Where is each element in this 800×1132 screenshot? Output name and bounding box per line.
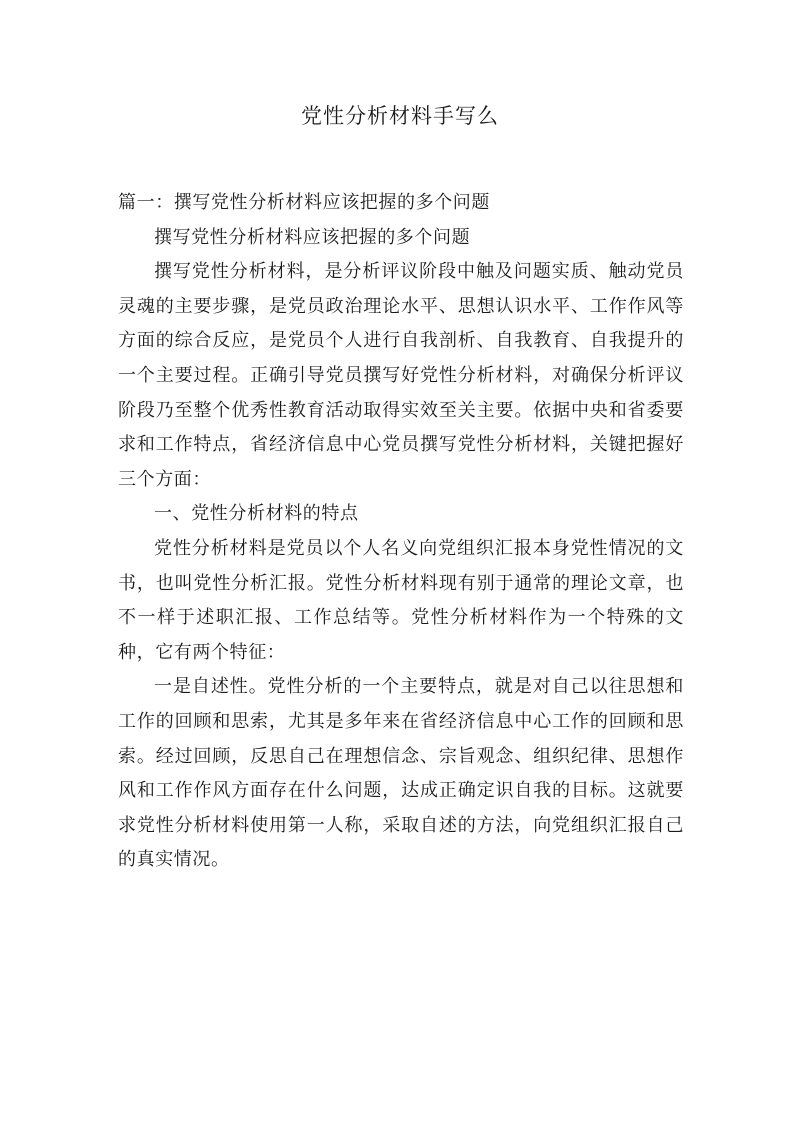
body-paragraph: 党性分析材料是党员以个人名义向党组织汇报本身党性情况的文书，也叫党性分析汇报。党性分析材料现有别于通常的理论文章，也不一样于述职汇报、工作总结等。党性分析材料作为一个特殊的文种，它有两个特征： xyxy=(118,537,684,663)
subsection-heading: 一、党性分析材料的特点 xyxy=(154,503,359,525)
body-paragraph: 一是自述性。党性分析的一个主要特点，就是对自己以往思想和工作的回顾和思索，尤其是多年来在省经济信息中心工作的回顾和思索。经过回顾，反思自己在理想信念、宗旨观念、组织纪律、思想作风和工作作风方面存在什么问题，达成正确定识自我的目标。这就要求党性分析材料使用第一人称，采取自述的方法，向党组织汇报自己的真实情况。 xyxy=(118,676,684,871)
section-heading: 篇一：撰写党性分析材料应该把握的多个问题 xyxy=(118,192,490,213)
document-title: 党性分析材料手写么 xyxy=(301,104,499,128)
body-paragraph: 撰写党性分析材料，是分析评议阶段中触及问题实质、触动党员灵魂的主要步骤，是党员政治理论水平、思想认识水平、工作作风等方面的综合反应，是党员个人进行自我剖析、自我教育、自我提升的一个主要过程。正确引导党员撰写好党性分析材料，对确保分析评议阶段乃至整个优秀性教育活动取得实效至关主要。依据中央和省委要求和工作特点，省经济信息中心党员撰写党性分析材料，关键把握好三个方面： xyxy=(118,261,684,490)
subtitle-paragraph: 撰写党性分析材料应该把握的多个问题 xyxy=(154,226,471,248)
document-body xyxy=(118,186,684,878)
